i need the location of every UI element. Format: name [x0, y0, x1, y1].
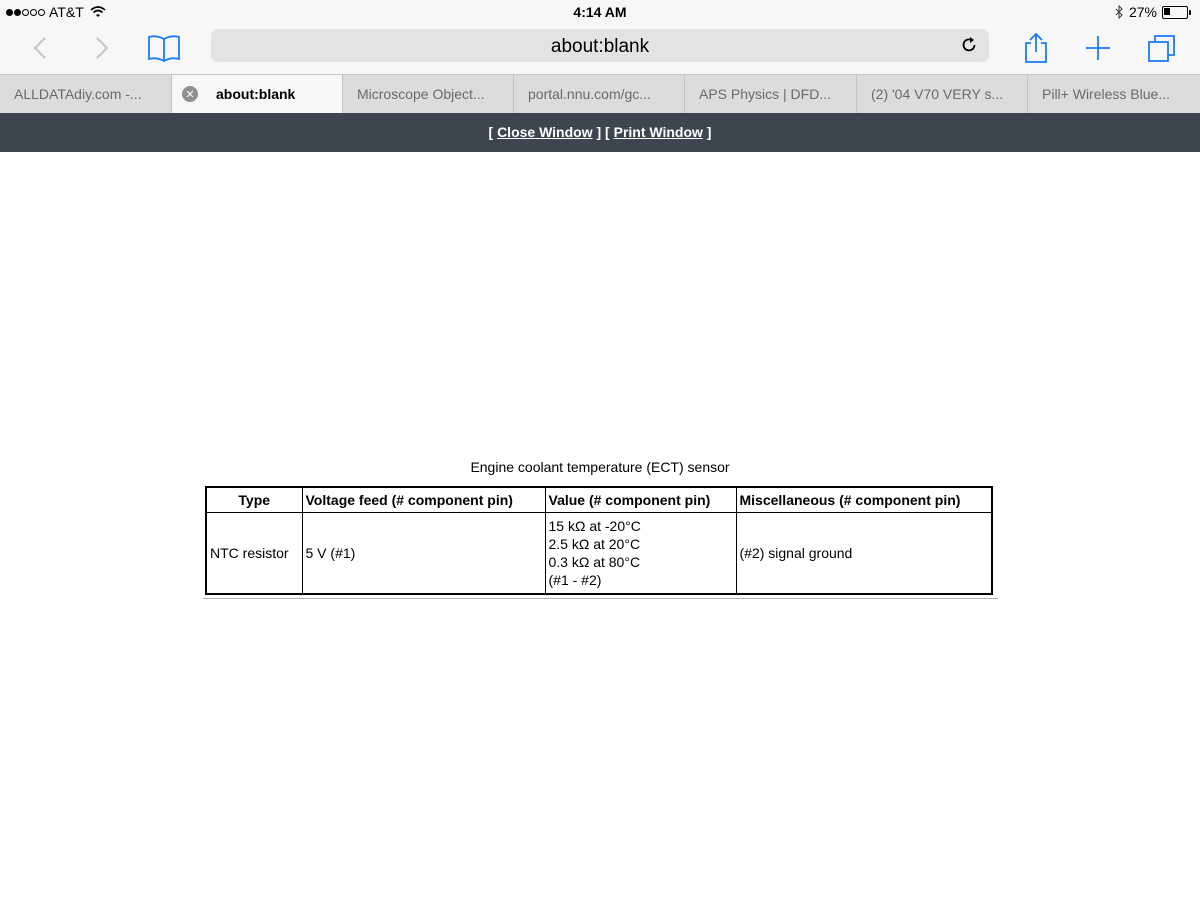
battery-level: [1164, 8, 1170, 15]
cell-misc: (#2) signal ground: [736, 512, 992, 594]
table-caption: Engine coolant temperature (ECT) sensor: [470, 459, 730, 475]
carrier-name: AT&T: [49, 4, 84, 20]
bookmarks-button[interactable]: [146, 30, 182, 66]
tab-microscope[interactable]: [343, 75, 514, 113]
share-button[interactable]: [1018, 30, 1054, 66]
cell-voltage: 5 V (#1): [302, 512, 545, 594]
header-misc: Miscellaneous (# component pin): [736, 487, 992, 512]
print-window-link[interactable]: Print Window: [613, 124, 703, 140]
tab-portal[interactable]: [514, 75, 685, 113]
new-tab-icon: [1085, 35, 1111, 61]
tab-label: about:blank: [216, 86, 296, 102]
bracket-text: ] [: [592, 124, 614, 140]
reload-button[interactable]: [957, 33, 981, 57]
window-controls-bar: [0, 113, 1200, 152]
bluetooth-icon: [1114, 5, 1124, 19]
tab-label: portal.nnu.com/gc...: [528, 86, 651, 102]
battery-icon: [1162, 6, 1192, 19]
back-button[interactable]: [22, 30, 58, 66]
bracket-text: ]: [702, 124, 712, 140]
cell-type: NTC resistor: [206, 512, 302, 594]
divider: [203, 598, 998, 599]
address-text: about:blank: [550, 36, 650, 57]
cell-value: [545, 512, 736, 594]
tab-v70[interactable]: [857, 75, 1028, 113]
share-icon: [1023, 32, 1049, 64]
new-tab-button[interactable]: [1080, 30, 1116, 66]
sensor-table: [205, 486, 993, 595]
value-line: 2.5 kΩ at 20°C: [548, 535, 641, 552]
tab-about-blank[interactable]: [172, 75, 343, 113]
tabs-icon: [1147, 33, 1177, 63]
header-type: Type: [206, 487, 302, 512]
browser-toolbar: [0, 24, 1200, 74]
back-icon: [33, 36, 47, 60]
tab-label: APS Physics | DFD...: [699, 86, 831, 102]
tab-aps-physics[interactable]: [685, 75, 857, 113]
forward-button[interactable]: [84, 30, 120, 66]
status-bar: [0, 0, 1200, 24]
tab-label: ALLDATAdiy.com -...: [14, 86, 142, 102]
address-bar[interactable]: [211, 29, 989, 62]
forward-icon: [95, 36, 109, 60]
data-table: [205, 486, 993, 595]
bookmarks-icon: [147, 34, 181, 62]
value-line: 0.3 kΩ at 80°C: [548, 553, 641, 570]
status-right: [1114, 4, 1192, 20]
header-voltage: Voltage feed (# component pin): [302, 487, 545, 512]
close-tab-icon[interactable]: ✕: [182, 86, 198, 102]
bracket-text: [: [488, 124, 498, 140]
battery-percent: 27%: [1128, 4, 1157, 20]
value-line: (#1 - #2): [548, 571, 602, 588]
reload-icon: [960, 36, 978, 54]
value-line: 15 kΩ at -20°C: [548, 517, 641, 534]
tab-pill-wireless[interactable]: [1028, 75, 1200, 113]
table-row: [206, 512, 992, 594]
close-window-link[interactable]: Close Window: [497, 124, 593, 140]
tab-label: Pill+ Wireless Blue...: [1042, 86, 1170, 102]
tab-label: (2) '04 V70 VERY s...: [871, 86, 1004, 102]
tab-alldata[interactable]: [0, 75, 172, 113]
tab-label: Microscope Object...: [357, 86, 485, 102]
table-header-row: [206, 487, 992, 512]
tabs-button[interactable]: [1144, 30, 1180, 66]
tab-bar: [0, 74, 1200, 113]
header-value: Value (# component pin): [545, 487, 736, 512]
status-time: 4:14 AM: [573, 4, 627, 20]
